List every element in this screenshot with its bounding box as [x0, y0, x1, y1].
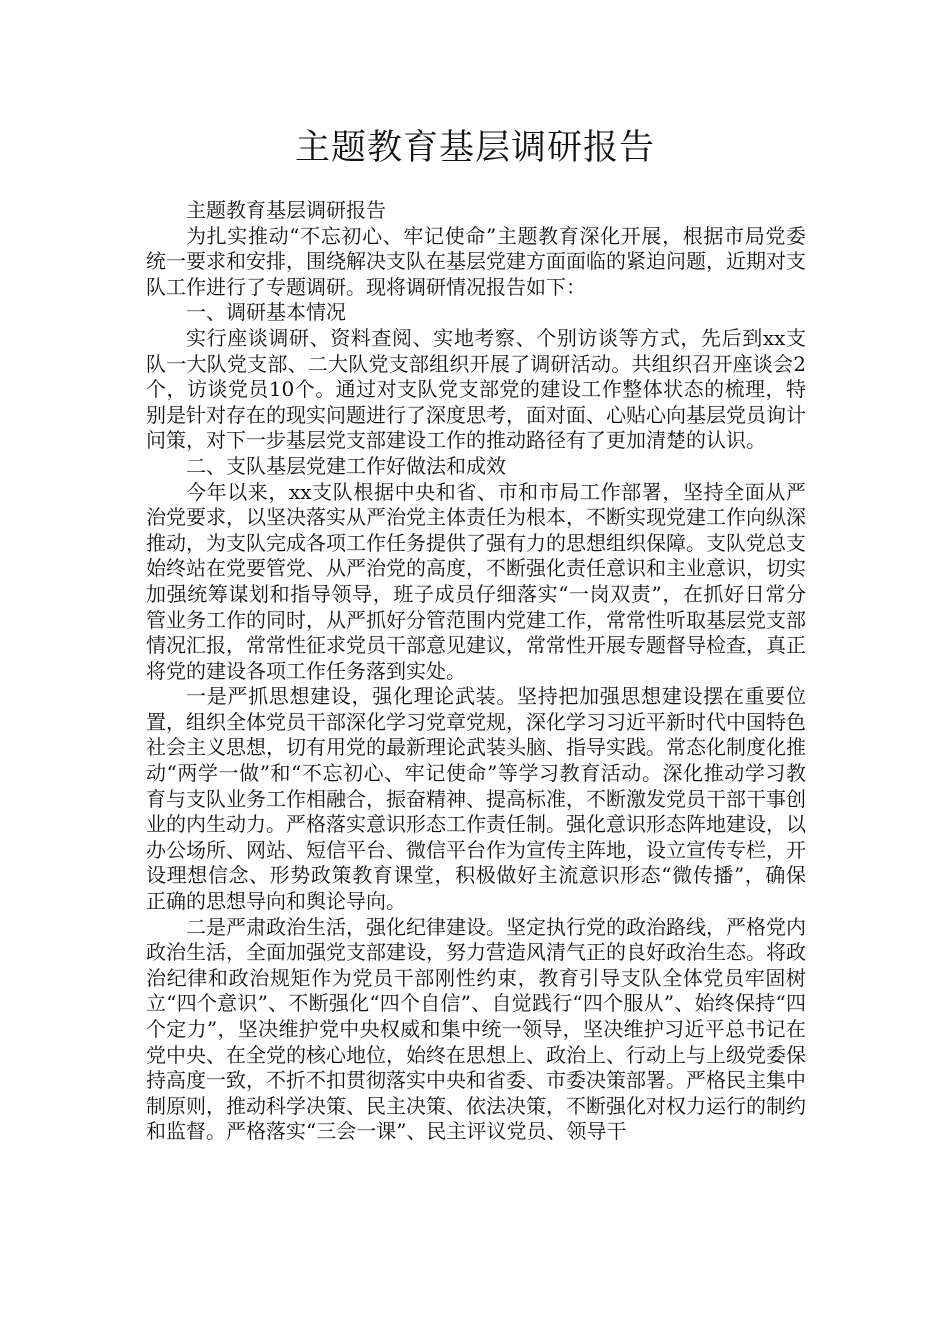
section-heading-2: 二、支队基层党建工作好做法和成效 [186, 453, 506, 478]
paragraph-achievements: 今年以来，xx支队根据中央和省、市和市局工作部署，坚持全面从严治党要求，以坚决落实从严治党主体责任为根本，不断实现党建工作向纵深推动，为支队完成各项工作任务提供了强有力的思想组织保障。支队党总支始终站在党要管党、从严治党的高度，不断强化责任意识和主业意识，切实加强统筹谋划和指导领导，班子成员仔细落实“一岗双责”，在抓好日常分管业务工作的同时，从严抓好分管范围内党建工作，常常性听取基层党支部情况汇报，常常性征求党员干部意见建议，常常性开展专题督导检查，真正将党的建设各项工作任务落到实处。 [146, 479, 806, 683]
paragraph-research-overview: 实行座谈调研、资料查阅、实地考察、个别访谈等方式，先后到xx支队一大队党支部、二大队党支部组织开展了调研活动。共组织召开座谈会2个，访谈党员10个。通过对支队党支部党的建设工作整体状态的梳理，特别是针对存在的现实问题进行了深度思考，面对面、心贴心向基层党员询计问策，对下一步基层党支部建设工作的推动路径有了更加清楚的认识。 [146, 325, 806, 453]
paragraph-ideological-building: 一是严抓思想建设，强化理论武装。坚持把加强思想建设摆在重要位置，组织全体党员干部深化学习党章党规，深化学习习近平新时代中国特色社会主义思想，切有用党的最新理论武装头脑、指导实践。常态化制度化推动“两学一做”和“不忘初心、牢记使命”等学习教育活动。深化推动学习教育与支队业务工作相融合，振奋精神、提高标准，不断激发党员干部干事创业的内生动力。严格落实意识形态工作责任制。强化意识形态阵地建设，以办公场所、网站、短信平台、微信平台作为宣传主阵地，设立宣传专栏，开设理想信念、形势政策教育课堂，积极做好主流意识形态“微传播”，确保正确的思想导向和舆论导向。 [146, 684, 806, 914]
section-heading-1: 一、调研基本情况 [186, 300, 346, 325]
document-title: 主题教育基层调研报告 [294, 128, 655, 168]
paragraph-subtitle: 主题教育基层调研报告 [186, 198, 386, 222]
paragraph-intro: 为扎实推动“不忘初心、牢记使命”主题教育深化开展，根据市局党委统一要求和安排，围绕解决支队在基层党建方面面临的紧迫问题，近期对支队工作进行了专题调研。现将调研情况报告如下： [146, 223, 806, 299]
document-body [146, 198, 806, 1145]
paragraph-political-life: 二是严肃政治生活，强化纪律建设。坚定执行党的政治路线，严格党内政治生活，全面加强党支部建设，努力营造风清气正的良好政治生态。将政治纪律和政治规矩作为党员干部刚性约束，教育引导支队全体党员牢固树立“四个意识”、不断强化“四个自信”、自觉践行“四个服从”、始终保持“四个定力”，坚决维护党中央权威和集中统一领导，坚决维护习近平总书记在党中央、在全党的核心地位，始终在思想上、政治上、行动上与上级党委保持高度一致，不折不扣贯彻落实中央和省委、市委决策部署。严格民主集中制原则，推动科学决策、民主决策、依法决策，不断强化对权力运行的制约和监督。严格落实“三会一课”、民主评议党员、领导干 [146, 914, 806, 1144]
